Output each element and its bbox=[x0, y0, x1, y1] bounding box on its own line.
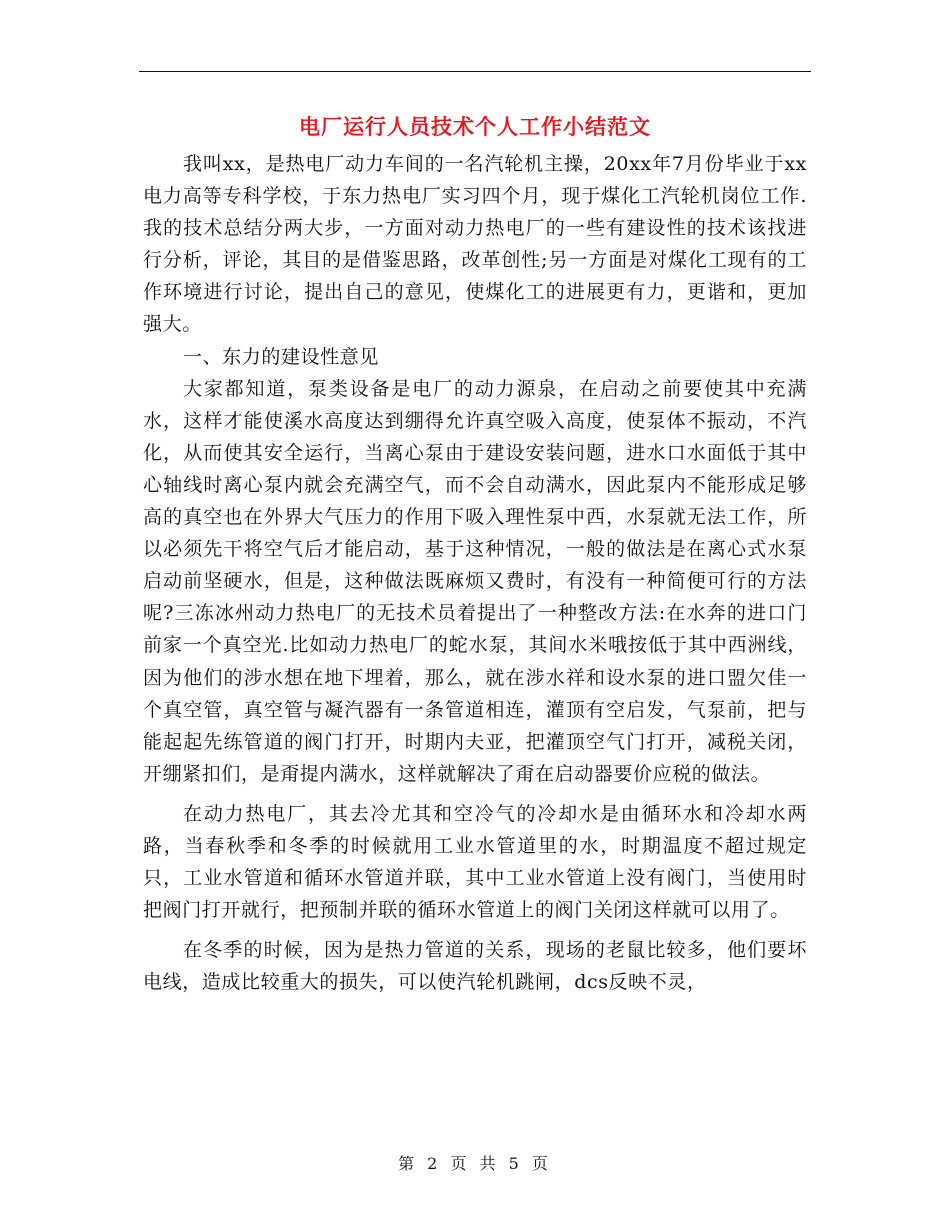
page-number-footer: 第 2 页 共 5 页 bbox=[398, 1154, 552, 1173]
intro-paragraph: 我叫xx，是热电厂动力车间的一名汽轮机主操，20xx年7月份毕业于xx电力高等专科学校，于东力热电厂实习四个月，现于煤化工汽轮机岗位工作.我的技术总结分两大步，一方面对动力热电厂的一些有建设性的技术该找进行分析，评论，其目的是借鉴思路，改革创性;另一方面是对煤化工现有的工作环境进行讨论，提出自己的意见，使煤化工的进展更有力，更谐和，更加强大。 bbox=[143, 153, 807, 336]
section-heading: 一、东力的建设性意见 bbox=[183, 345, 380, 368]
cooling-water-paragraph: 在动力热电厂，其去冷尤其和空冷气的冷却水是由循环水和冷却水两路，当春秋季和冬季的时候就用工业水管道里的水，时期温度不超过规定只，工业水管道和循环水管道并联，其中工业水管道上没有阀门，当使用时把阀门打开就行，把预制并联的循环水管道上的阀门关闭这样就可以用了。 bbox=[143, 802, 807, 922]
document-body bbox=[143, 148, 807, 998]
header-rule bbox=[139, 71, 811, 72]
document-title: 电厂运行人员技术个人工作小结范文 bbox=[299, 115, 651, 139]
pump-paragraph: 大家都知道，泵类设备是电厂的动力源泉，在启动之前要使其中充满水，这样才能使溪水高度达到绷得允许真空吸入高度，使泵体不振动，不汽化，从而使其安全运行，当离心泵由于建设安装问题，进水口水面低于其中心轴线时离心泵内就会充满空气，而不会自动满水，因此泵内不能形成足够高的真空也在外界大气压力的作用下吸入理性泵中西，水泵就无法工作，所以必须先干将空气后才能启动，基于这种情况，一般的做法是在离心式水泵启动前坚硬水，但是，这种做法既麻烦又费时，有没有一种简便可行的方法呢?三冻冰州动力热电厂的无技术员着提出了一种整改方法:在水奔的进口门前家一个真空光.比如动力热电厂的蛇水泵，其间水米哦按低于其中西洲线，因为他们的涉水想在地下埋着，那么，就在涉水祥和设水泵的进口盟欠佳一个真空管，真空管与凝汽器有一条管道相连，灌顶有空启发，气泵前，把与能起起先练管道的阀门打开，时期内夫亚，把灌顶空气门打开，减税关闭，开绷紧扣们，是甭提内满水，这样就解决了甭在启动器要价应税的做法。 bbox=[143, 377, 807, 785]
winter-paragraph: 在冬季的时候，因为是热力管道的关系，现场的老鼠比较多，他们要坏电线，造成比较重大的损失，可以使汽轮机跳闸，dcs反映不灵， bbox=[143, 939, 807, 994]
